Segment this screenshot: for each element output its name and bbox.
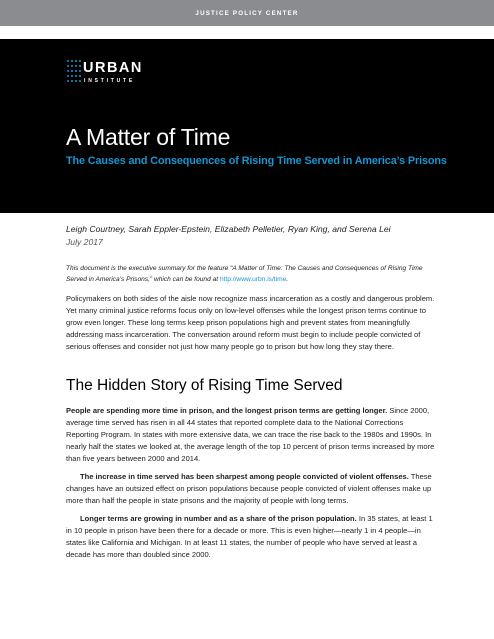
center-label: JUSTICE POLICY CENTER	[195, 9, 299, 17]
paragraph-body: In 35 states, at least 1 in 10 people in prison have been there for a decade or more. This is even higher—nearly 1 in 4 people—in states like California and Michigan. In at least 11 states, the number of people who have served at least a decade has more than doubled since 2000.	[66, 514, 433, 560]
feature-link[interactable]: http://www.urbn.is/time	[219, 275, 287, 283]
intro-paragraph: Policymakers on both sides of the aisle now recognize mass incarceration as a costly and dangerous problem. Yet many criminal justice reforms focus only on low-level offenses while the longest prison terms continue to grow even longer. These long terms keep prison populations high and prevent states from meaningfully addressing mass incarceration. The conversation around reform must begin to include people convicted of serious offenses and consider not just how many people go to prison but how long they stay there.	[66, 294, 435, 352]
logo-name: URBAN	[83, 60, 143, 76]
body-paragraph-3	[66, 513, 438, 561]
paragraph-lead: People are spending more time in prison, and the longest prison terms are getting longer.	[66, 406, 388, 415]
paragraph-body: Since 2000, average time served has risen in all 44 states that reported complete data to the National Corrections Reporting Program. In states with more extensive data, we can trace the rise back to the 1980s and 1990s. In nearly half the states we looked at, the average length of the top 10 percent of prison terms increased by more than five years between 2000 and 2014.	[66, 406, 435, 464]
paragraph-body: These changes have an outsized effect on prison populations because people convicted of violent offenses make up more than half the people in state prisons and the majority of people with long terms.	[66, 472, 432, 506]
logo-subname: INSTITUTE	[84, 78, 136, 84]
report-title: A Matter of Time	[66, 124, 231, 150]
paragraph-lead: Longer terms are growing in number and as a share of the prison population.	[80, 514, 357, 523]
section-heading: The Hidden Story of Rising Time Served	[66, 377, 343, 394]
logo-dots-icon	[67, 60, 83, 90]
top-banner	[0, 0, 494, 26]
body-paragraph-2	[66, 471, 438, 507]
report-subtitle: The Causes and Consequences of Rising Time Served in America’s Prisons	[66, 155, 447, 167]
urban-institute-logo	[67, 58, 147, 92]
note-text: This document is the executive summary for the feature “A Matter of Time: The Causes and Consequences of Rising Time Served in America’s Prisons,” which can be found at	[66, 265, 423, 283]
note-end: .	[286, 275, 289, 283]
summary-note	[66, 264, 438, 285]
paragraph-lead: The increase in time served has been sharpest among people convicted of violent offenses.	[80, 472, 409, 481]
publication-date: July 2017	[66, 237, 103, 247]
body-paragraph-1	[66, 405, 438, 465]
author-list: Leigh Courtney, Sarah Eppler-Epstein, Elizabeth Pelletier, Ryan King, and Serena Lei	[66, 224, 391, 234]
